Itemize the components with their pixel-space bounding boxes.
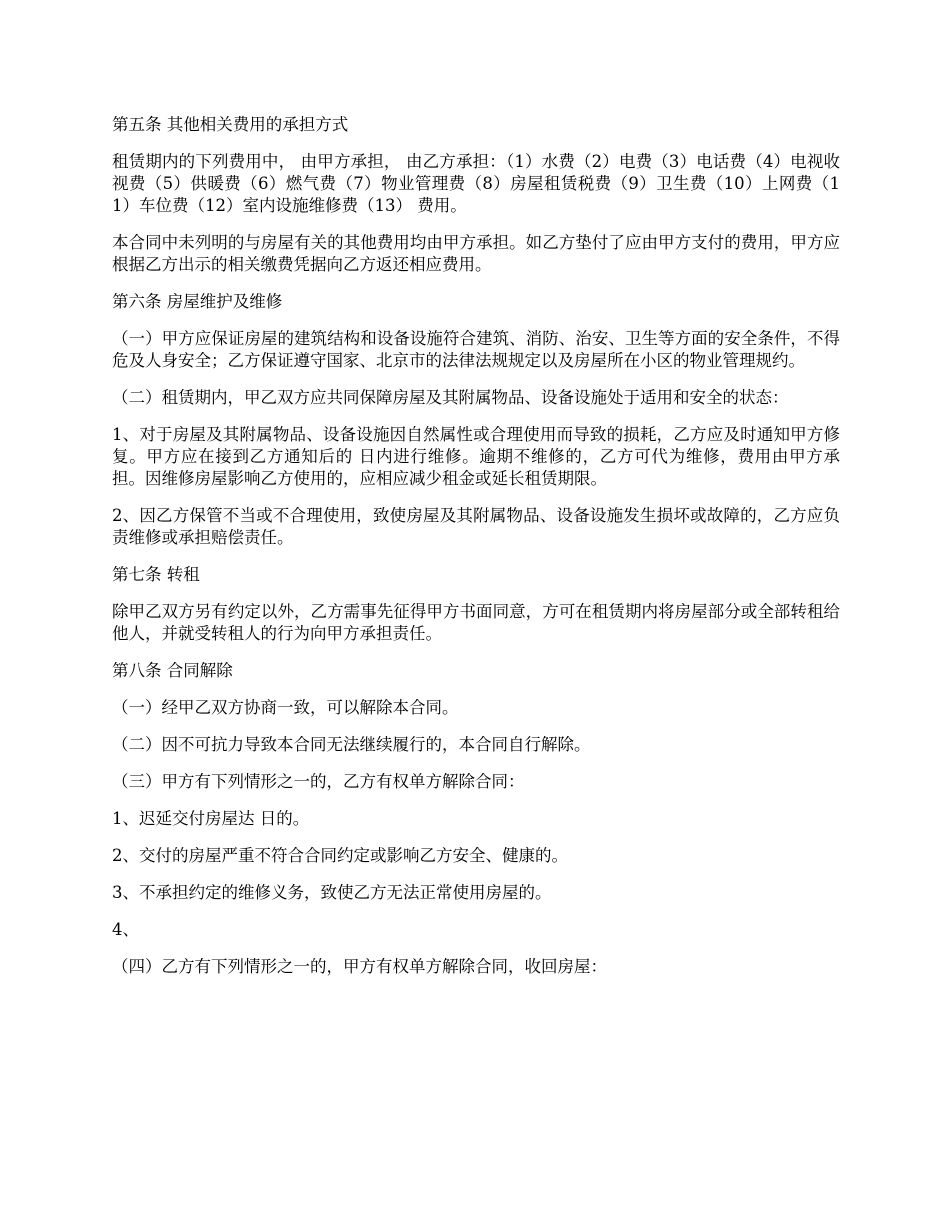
paragraph-landlord-termination-rights: （四）乙方有下列情形之一的，甲方有权单方解除合同，收回房屋： <box>112 957 607 976</box>
paragraph-tenant-damage: 2、因乙方保管不当或不合理使用，致使房屋及其附属物品、设备设施发生损坏或故障的，乙方应负责维修或承担赔偿责任。 <box>112 506 840 547</box>
paragraph-mutual-termination: （一）经甲乙双方协商一致，可以解除本合同。 <box>112 698 459 717</box>
paragraph-other-fees: 本合同中未列明的与房屋有关的其他费用均由甲方承担。如乙方垫付了应由甲方支付的费用，甲方应根据乙方出示的相关缴费凭据向乙方返还相应费用。 <box>112 233 840 274</box>
list-item-nonconforming-property: 2、交付的房屋严重不符合合同约定或影响乙方安全、健康的。 <box>112 846 568 865</box>
paragraph-sublease: 除甲乙双方另有约定以外，乙方需事先征得甲方书面同意，方可在租赁期内将房屋部分或全部转租给他人，并就受转租人的行为向甲方承担责任。 <box>112 602 840 643</box>
list-item-delayed-delivery: 1、迟延交付房屋达 日的。 <box>112 809 310 828</box>
paragraph-joint-maintenance: （二）租赁期内，甲乙双方应共同保障房屋及其附属物品、设备设施处于适用和安全的状态： <box>112 388 789 407</box>
section-heading-article-8: 第八条 合同解除 <box>112 661 233 680</box>
document-body <box>112 114 840 993</box>
paragraph-fee-list: 租赁期内的下列费用中， 由甲方承担， 由乙方承担：（1）水费（2）电费（3）电话费（4）电视收视费（5）供暖费（6）燃气费（7）物业管理费（8）房屋租赁税费（9）卫生费（10）上网费（11）车位费（12）室内设施维修费（13） 费用。 <box>112 152 840 215</box>
section-heading-article-7: 第七条 转租 <box>112 565 200 584</box>
paragraph-safety-conditions: （一）甲方应保证房屋的建筑结构和设备设施符合建筑、消防、治安、卫生等方面的安全条件，不得危及人身安全；乙方保证遵守国家、北京市的法律法规规定以及房屋所在小区的物业管理规约。 <box>112 329 840 370</box>
list-item-repair-failure: 3、不承担约定的维修义务，致使乙方无法正常使用房屋的。 <box>112 883 552 902</box>
section-heading-article-5: 第五条 其他相关费用的承担方式 <box>112 115 349 134</box>
paragraph-tenant-termination-rights: （三）甲方有下列情形之一的，乙方有权单方解除合同： <box>112 772 525 791</box>
paragraph-force-majeure: （二）因不可抗力导致本合同无法继续履行的，本合同自行解除。 <box>112 735 591 754</box>
section-heading-article-6: 第六条 房屋维护及维修 <box>112 292 283 311</box>
paragraph-natural-wear-repair: 1、对于房屋及其附属物品、设备设施因自然属性或合理使用而导致的损耗，乙方应及时通知甲方修复。甲方应在接到乙方通知后的 日内进行维修。逾期不维修的，乙方可代为维修，费用由甲方承担。因维修房屋影响乙方使用的，应相应减少租金或延长租赁期限。 <box>112 425 840 488</box>
list-item-blank: 4、 <box>112 920 139 939</box>
